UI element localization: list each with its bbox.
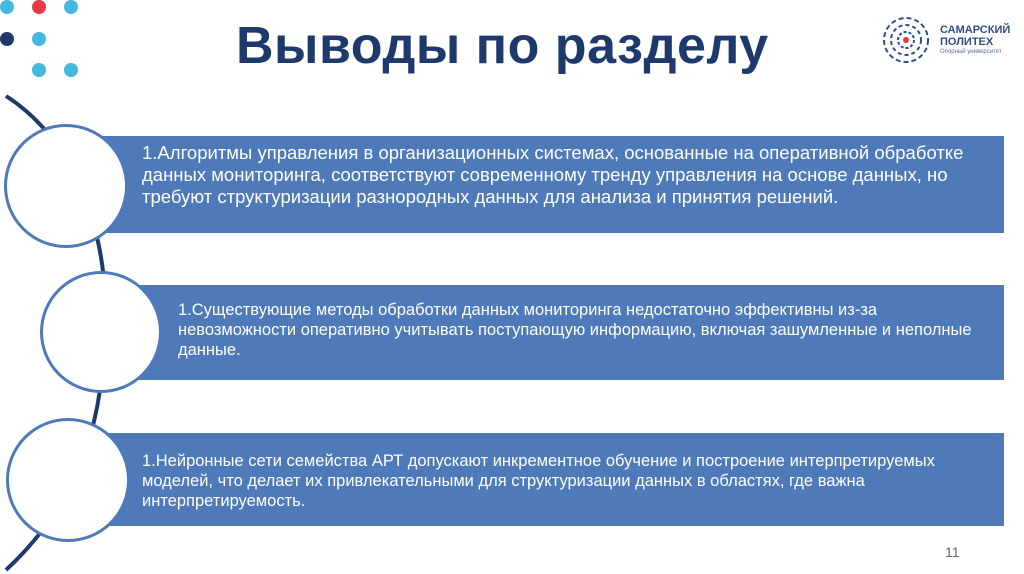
decor-dot: [64, 63, 78, 77]
bullet-circle: [6, 418, 130, 542]
decor-dot: [64, 0, 78, 14]
bullet-circle: [4, 124, 128, 248]
decor-dot: [0, 32, 14, 46]
bullet-circle: [40, 271, 162, 393]
decor-dot: [32, 63, 46, 77]
page-number: 11: [945, 544, 960, 560]
decor-dot: [32, 0, 46, 14]
conclusion-text: 1.Алгоритмы управления в организационных системах, основанные на оперативной обработке данных мониторинга, соответствуют современному тренду управления на основе данных, но требуют структуризации разнородных данных для анализа и принятия решений.: [142, 142, 964, 207]
conclusion-text: 1.Нейронные сети семейства АРТ допускают инкрементное обучение и построение интерпретируемых моделей, что делает их привлекательными для структуризации данных в областях, где важна интерпретируемость.: [142, 452, 935, 510]
logo-line2: ПОЛИТЕХ: [940, 36, 994, 48]
university-logo: [878, 14, 1011, 66]
slide-title: Выводы по разделу: [236, 17, 769, 75]
conclusion-text: 1.Существующие методы обработки данных мониторинга недостаточно эффективны из-за невозможности оперативно учитывать поступающую информацию, включая зашумленные и неполные данные.: [178, 301, 972, 359]
logo-line1: САМАРСКИЙ: [940, 24, 1011, 36]
conclusion-item-3: [106, 433, 1004, 526]
conclusion-item-2: [106, 285, 1004, 380]
logo-emblem-icon: [878, 14, 938, 66]
decor-dot: [32, 32, 46, 46]
conclusion-item-1: [98, 136, 1004, 233]
logo-wordmark: [940, 24, 1010, 48]
logo-tagline: Опорный университет: [940, 49, 1002, 55]
decor-dot: [0, 0, 14, 14]
